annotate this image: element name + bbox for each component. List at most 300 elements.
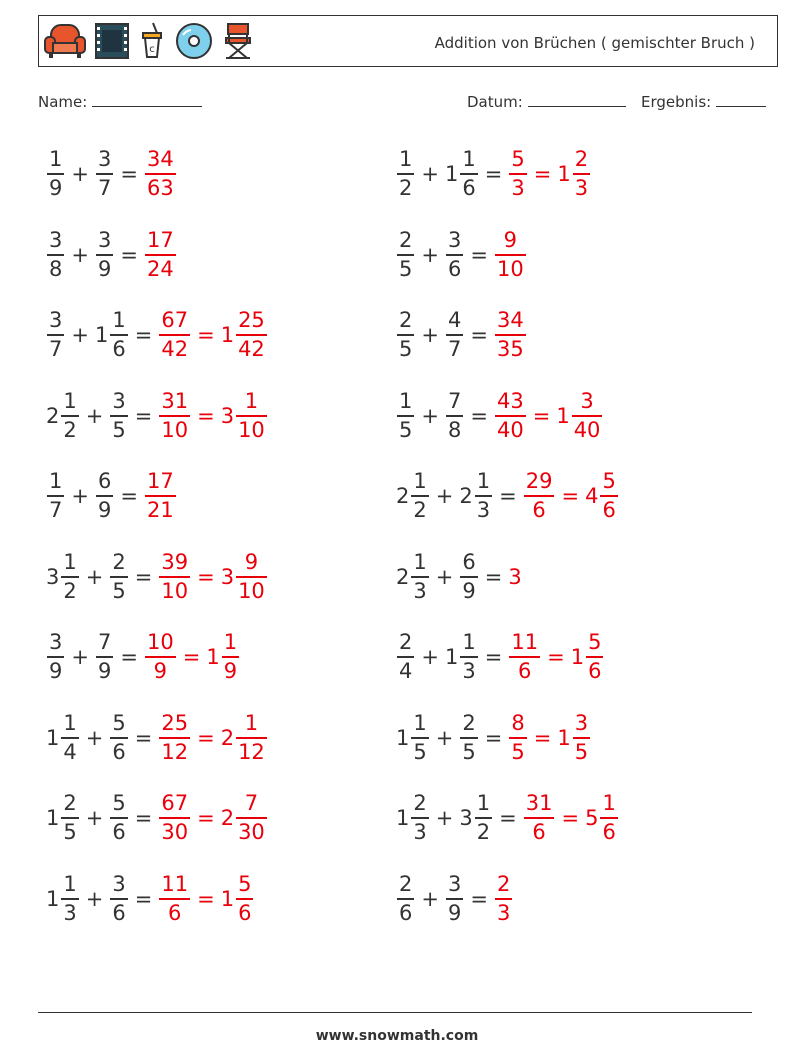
fraction	[236, 710, 267, 764]
plus-sign: +	[421, 403, 439, 428]
fraction	[61, 388, 78, 442]
numerator: 7	[447, 388, 462, 413]
equals-sign: =	[197, 323, 215, 347]
denominator: 6	[602, 498, 616, 522]
problem-item	[396, 386, 603, 446]
problem-item	[396, 547, 523, 607]
numerator: 11	[161, 871, 189, 896]
denominator: 5	[399, 337, 413, 361]
whole-number: 1	[206, 645, 220, 669]
denominator: 3	[476, 498, 491, 522]
fraction	[236, 549, 267, 603]
whole-number: 2	[46, 403, 60, 428]
plus-sign: +	[85, 886, 104, 911]
whole-number: 3	[459, 806, 473, 830]
problem-item	[46, 386, 268, 446]
cd-disc-icon	[173, 21, 215, 61]
equals-sign: =	[561, 806, 580, 830]
problem-item	[396, 225, 527, 285]
numerator: 2	[399, 308, 413, 332]
fraction	[110, 710, 127, 764]
fraction	[96, 149, 113, 199]
whole-number: 1	[444, 162, 459, 186]
numerator: 1	[476, 791, 491, 815]
numerator: 1	[63, 549, 77, 574]
equals-sign: =	[197, 725, 215, 750]
denominator: 3	[413, 820, 427, 844]
fraction	[236, 871, 253, 925]
answer	[494, 310, 527, 360]
problem-item	[396, 627, 604, 687]
equals-sign: =	[470, 323, 488, 347]
fraction	[495, 388, 526, 442]
equals-sign: =	[134, 564, 153, 589]
denominator: 6	[238, 900, 252, 925]
denominator: 6	[399, 900, 413, 925]
fraction	[411, 793, 428, 843]
numerator: 1	[244, 388, 259, 413]
denominator: 6	[112, 739, 126, 764]
fraction	[509, 149, 526, 199]
fraction	[573, 149, 590, 199]
answer	[508, 632, 604, 682]
problem-item	[46, 869, 254, 929]
numerator: 3	[97, 227, 112, 252]
numerator: 1	[49, 469, 63, 493]
numerator: 9	[503, 227, 518, 252]
fraction	[600, 793, 617, 843]
numerator: 1	[112, 308, 126, 332]
whole-number: 2	[396, 564, 410, 589]
fraction	[411, 471, 428, 521]
denominator: 7	[49, 498, 63, 522]
answer	[508, 149, 591, 199]
answer	[144, 632, 240, 682]
numerator: 1	[399, 388, 413, 413]
worksheet-title: Addition von Brüchen ( gemischter Bruch )	[434, 34, 755, 52]
denominator: 42	[238, 337, 265, 361]
numerator: 3	[447, 871, 462, 896]
header-icons	[43, 19, 255, 63]
plus-sign: +	[85, 403, 104, 428]
fraction	[145, 149, 176, 199]
denominator: 40	[573, 417, 601, 442]
fraction	[159, 871, 190, 925]
denominator: 2	[413, 498, 427, 522]
numerator: 67	[161, 308, 189, 332]
answer	[158, 388, 267, 442]
denominator: 2	[399, 176, 413, 200]
denominator: 9	[97, 256, 112, 281]
equals-sign: =	[533, 725, 552, 750]
answer	[158, 549, 267, 603]
name-field[interactable]	[38, 92, 202, 111]
numerator: 6	[462, 549, 476, 574]
date-label: Datum:	[467, 93, 523, 111]
fraction	[475, 793, 492, 843]
denominator: 6	[532, 498, 546, 522]
denominator: 9	[462, 578, 476, 603]
answer	[144, 149, 177, 199]
whole-number: 1	[94, 323, 109, 347]
equals-sign: =	[120, 162, 138, 186]
numerator: 3	[112, 871, 126, 896]
numerator: 1	[476, 469, 491, 493]
denominator: 9	[97, 498, 112, 522]
equals-sign: =	[134, 403, 153, 428]
equals-sign: =	[533, 162, 552, 186]
fraction	[446, 871, 463, 925]
denominator: 9	[49, 659, 63, 683]
fraction	[110, 310, 127, 360]
numerator: 1	[399, 147, 413, 171]
numerator: 34	[496, 308, 524, 332]
numerator: 5	[112, 710, 126, 735]
denominator: 4	[399, 659, 413, 683]
problem-item	[46, 788, 268, 848]
date-blank[interactable]	[528, 92, 626, 107]
denominator: 3	[574, 176, 589, 200]
numerator: 2	[462, 710, 476, 735]
numerator: 2	[496, 871, 511, 896]
plus-sign: +	[435, 725, 454, 750]
numerator: 17	[146, 227, 174, 252]
denominator: 3	[496, 900, 511, 925]
denominator: 5	[462, 739, 476, 764]
fraction	[159, 793, 190, 843]
denominator: 10	[238, 578, 265, 603]
plus-sign: +	[71, 645, 89, 669]
plus-sign: +	[85, 806, 104, 830]
denominator: 8	[447, 417, 462, 442]
whole-number: 2	[396, 484, 410, 508]
denominator: 5	[63, 820, 77, 844]
problem-item	[396, 466, 619, 526]
fraction	[159, 310, 190, 360]
whole-number: 1	[444, 645, 459, 669]
result-label: Ergebnis:	[641, 93, 712, 111]
fraction	[495, 871, 512, 925]
fraction	[524, 471, 555, 521]
numerator: 1	[49, 147, 63, 171]
fraction	[236, 310, 267, 360]
denominator: 5	[112, 578, 126, 603]
denominator: 10	[238, 417, 265, 442]
whole-number: 1	[396, 725, 410, 750]
numerator: 3	[447, 227, 462, 252]
denominator: 63	[146, 176, 174, 200]
result-blank[interactable]	[716, 92, 766, 107]
denominator: 6	[447, 256, 462, 281]
equals-sign: =	[484, 162, 503, 186]
whole-number: 1	[556, 403, 570, 428]
whole-number: 2	[459, 484, 473, 508]
answer	[523, 471, 619, 521]
fraction	[495, 310, 526, 360]
fraction	[110, 793, 127, 843]
numerator: 25	[161, 710, 189, 735]
equals-sign: =	[197, 886, 215, 911]
name-label: Name:	[38, 93, 88, 111]
denominator: 2	[63, 578, 77, 603]
svg-text:c: c	[149, 44, 155, 55]
fraction	[159, 388, 190, 442]
whole-number: 1	[557, 725, 571, 750]
answer	[508, 710, 591, 764]
fraction	[397, 632, 414, 682]
answer	[494, 871, 513, 925]
numerator: 39	[161, 549, 189, 574]
numerator: 43	[496, 388, 524, 413]
problem-item	[396, 788, 619, 848]
denominator: 21	[146, 498, 174, 522]
numerator: 67	[161, 791, 189, 815]
denominator: 3	[63, 900, 77, 925]
fraction	[460, 549, 477, 603]
header-box	[38, 15, 778, 67]
denominator: 7	[49, 337, 63, 361]
numerator: 2	[399, 630, 413, 654]
fraction	[145, 632, 176, 682]
whole-number: 1	[557, 162, 571, 186]
numerator: 3	[49, 630, 63, 654]
numerator: 11	[511, 630, 539, 654]
whole-number: 2	[220, 725, 235, 750]
fraction	[159, 710, 190, 764]
denominator: 5	[112, 417, 126, 442]
plus-sign: +	[421, 645, 439, 669]
denominator: 6	[112, 820, 126, 844]
answer	[158, 310, 267, 360]
fraction	[475, 471, 492, 521]
denominator: 9	[447, 900, 462, 925]
whole-number: 1	[46, 806, 60, 830]
denominator: 6	[112, 337, 126, 361]
director-chair-icon	[221, 21, 255, 61]
numerator: 31	[525, 791, 553, 815]
equals-sign: =	[484, 725, 503, 750]
fraction	[509, 632, 540, 682]
numerator: 5	[112, 791, 126, 815]
plus-sign: +	[421, 242, 439, 267]
numerator: 2	[413, 791, 427, 815]
plus-sign: +	[421, 886, 439, 911]
equals-sign: =	[182, 645, 201, 669]
answer	[523, 793, 619, 843]
fraction	[397, 871, 414, 925]
problem-item	[46, 708, 268, 768]
numerator: 25	[238, 308, 265, 332]
denominator: 6	[168, 900, 182, 925]
date-field[interactable]	[467, 92, 626, 111]
answer	[508, 565, 522, 589]
numerator: 4	[447, 308, 462, 332]
equals-sign: =	[484, 645, 503, 669]
numerator: 7	[244, 791, 259, 815]
fraction	[145, 227, 176, 281]
fraction	[446, 227, 463, 281]
denominator: 5	[413, 739, 427, 764]
answer	[158, 793, 267, 843]
denominator: 30	[238, 820, 265, 844]
problem-item	[396, 144, 591, 204]
numerator: 2	[112, 549, 126, 574]
plus-sign: +	[71, 484, 89, 508]
numerator: 2	[574, 147, 589, 171]
fraction	[110, 549, 127, 603]
numerator: 5	[602, 469, 616, 493]
denominator: 42	[161, 337, 189, 361]
numerator: 7	[97, 630, 112, 654]
fraction	[96, 227, 113, 281]
numerator: 1	[413, 549, 427, 574]
denominator: 9	[97, 659, 112, 683]
denominator: 9	[49, 176, 63, 200]
numerator: 1	[63, 388, 77, 413]
fraction	[61, 549, 78, 603]
answer	[158, 871, 254, 925]
equals-sign: =	[134, 806, 153, 830]
fraction	[460, 632, 477, 682]
denominator: 5	[399, 256, 413, 281]
denominator: 6	[462, 176, 476, 200]
denominator: 5	[399, 417, 413, 442]
whole-number: 1	[220, 323, 235, 347]
equals-sign: =	[499, 484, 517, 508]
denominator: 7	[97, 176, 112, 200]
numerator: 1	[413, 469, 427, 493]
denominator: 9	[223, 659, 238, 683]
whole-number: 1	[220, 886, 235, 911]
numerator: 1	[462, 630, 476, 654]
fraction	[61, 793, 78, 843]
fraction	[236, 793, 267, 843]
denominator: 5	[511, 739, 525, 764]
fraction	[110, 871, 127, 925]
fraction	[47, 227, 64, 281]
fraction	[446, 310, 463, 360]
answer	[494, 388, 603, 442]
fraction	[236, 388, 267, 442]
numerator: 3	[49, 227, 63, 252]
equals-sign: =	[197, 564, 215, 589]
problem-item	[46, 305, 268, 365]
numerator: 1	[63, 710, 77, 735]
fraction	[159, 549, 190, 603]
denominator: 6	[112, 900, 126, 925]
denominator: 7	[447, 337, 462, 361]
plus-sign: +	[85, 725, 104, 750]
whole-number: 3	[508, 564, 522, 589]
equals-sign: =	[470, 242, 488, 267]
equals-sign: =	[561, 484, 580, 508]
equals-sign: =	[120, 645, 138, 669]
fraction	[411, 549, 428, 603]
answer	[158, 710, 267, 764]
denominator: 40	[496, 417, 524, 442]
fraction	[145, 471, 176, 521]
denominator: 6	[588, 659, 602, 683]
numerator: 6	[97, 469, 112, 493]
plus-sign: +	[71, 162, 89, 186]
whole-number: 4	[585, 484, 599, 508]
equals-sign: =	[470, 403, 488, 428]
plus-sign: +	[85, 564, 104, 589]
denominator: 10	[161, 578, 189, 603]
numerator: 5	[238, 871, 252, 896]
fraction	[586, 632, 603, 682]
armchair-icon	[43, 21, 87, 61]
denominator: 3	[413, 578, 427, 603]
fraction	[411, 710, 428, 764]
denominator: 2	[476, 820, 491, 844]
numerator: 8	[511, 710, 525, 735]
result-field[interactable]	[641, 92, 766, 111]
denominator: 10	[161, 417, 189, 442]
denominator: 2	[63, 417, 77, 442]
fraction	[61, 710, 78, 764]
equals-sign: =	[532, 403, 551, 428]
numerator: 5	[511, 147, 525, 171]
denominator: 6	[602, 820, 616, 844]
denominator: 5	[574, 739, 589, 764]
numerator: 31	[161, 388, 189, 413]
fraction	[47, 471, 64, 521]
fraction	[573, 710, 590, 764]
equals-sign: =	[134, 886, 153, 911]
name-blank[interactable]	[92, 92, 202, 107]
denominator: 30	[161, 820, 189, 844]
fraction	[600, 471, 617, 521]
plus-sign: +	[435, 564, 454, 589]
whole-number: 1	[46, 725, 60, 750]
fraction	[397, 310, 414, 360]
equals-sign: =	[197, 403, 215, 428]
denominator: 6	[518, 659, 532, 683]
fraction	[96, 471, 113, 521]
denominator: 12	[238, 739, 265, 764]
plus-sign: +	[421, 323, 439, 347]
plus-sign: +	[435, 484, 454, 508]
fraction	[397, 149, 414, 199]
denominator: 8	[49, 256, 63, 281]
plus-sign: +	[421, 162, 439, 186]
equals-sign: =	[120, 242, 138, 267]
plus-sign: +	[435, 806, 454, 830]
fraction	[47, 149, 64, 199]
problem-item	[396, 869, 513, 929]
answer	[144, 471, 177, 521]
denominator: 3	[511, 176, 525, 200]
problem-item	[46, 627, 240, 687]
fraction	[222, 632, 239, 682]
numerator: 2	[63, 791, 77, 815]
numerator: 29	[525, 469, 553, 493]
fraction	[47, 310, 64, 360]
numerator: 9	[244, 549, 259, 574]
problem-item	[396, 305, 527, 365]
numerator: 1	[244, 710, 259, 735]
fraction	[61, 871, 78, 925]
fraction	[47, 632, 64, 682]
equals-sign: =	[547, 645, 565, 669]
fraction	[509, 710, 526, 764]
fraction	[495, 227, 526, 281]
answer	[494, 227, 527, 281]
fraction	[460, 149, 477, 199]
denominator: 6	[532, 820, 546, 844]
numerator: 1	[63, 871, 77, 896]
